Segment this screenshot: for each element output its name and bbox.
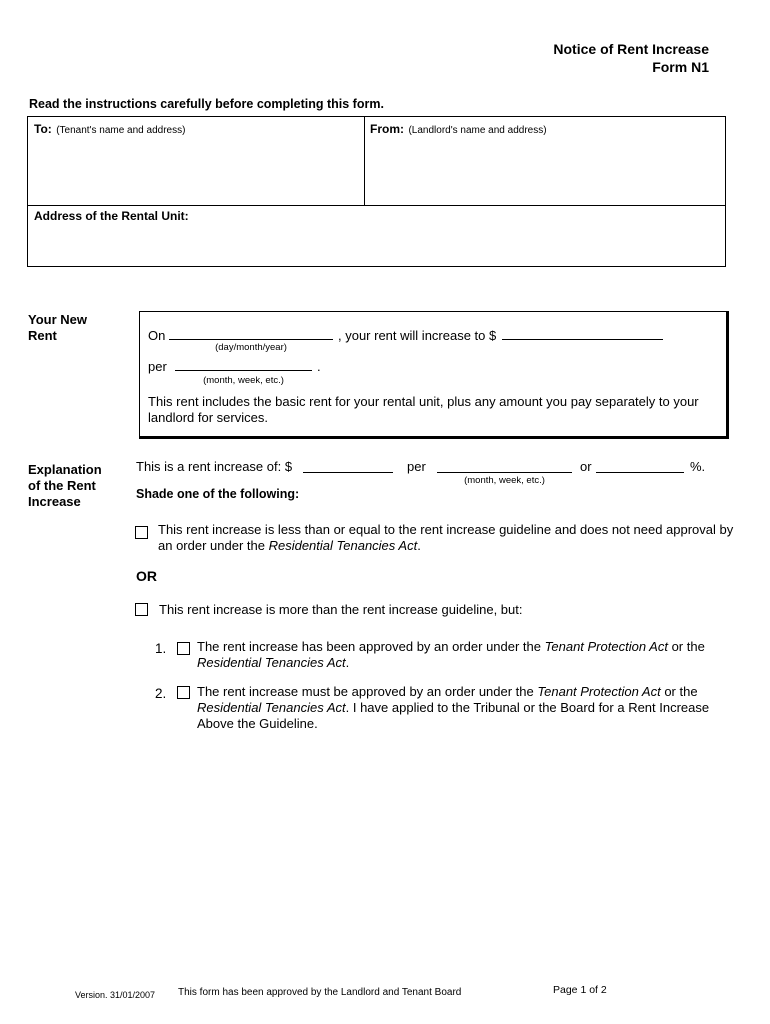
above-guideline-checkbox[interactable] — [135, 603, 148, 616]
from-label: From: — [370, 122, 404, 136]
form-number: Form N1 — [652, 59, 709, 75]
instructions-text: Read the instructions carefully before completing this form. — [29, 97, 384, 111]
version-label: Version. 31/01/2007 — [75, 990, 156, 1000]
or-divider: OR — [136, 568, 157, 584]
from-hint: (Landlord's name and address) — [408, 125, 547, 136]
landlord-field[interactable] — [370, 120, 720, 203]
option-above-guideline-text: This rent increase is more than the rent increase guideline, but: — [159, 602, 523, 617]
option-guideline-text: This rent increase is less than or equal to the rent increase guideline and does not need approval by an order under the Residential Tenancies Act. — [158, 522, 734, 553]
rent-period-input[interactable] — [175, 370, 312, 371]
increase-text: , your rent will increase to $ — [338, 328, 497, 343]
increase-period-input[interactable] — [437, 472, 572, 473]
sub-option-1-text: The rent increase has been approved by an order under the Tenant Protection Act or the Residential Tenancies Act. — [197, 639, 705, 670]
increase-per-label: per — [407, 459, 426, 474]
to-hint: (Tenant's name and address) — [56, 125, 186, 136]
percent-label: %. — [690, 459, 706, 474]
rental-unit-label: Address of the Rental Unit: — [34, 209, 189, 223]
increase-period-hint: (month, week, etc.) — [464, 475, 545, 486]
period-hint: (month, week, etc.) — [203, 375, 284, 386]
shade-label: Shade one of the following: — [136, 487, 300, 501]
parties-divider — [364, 117, 365, 205]
page-number: Page 1 of 2 — [553, 984, 607, 996]
per-label: per — [148, 359, 167, 374]
rental-unit-divider — [28, 205, 725, 206]
or-label: or — [580, 459, 592, 474]
rent-includes-note: This rent includes the basic rent for your rental unit, plus any amount you pay separately to your landlord for services. — [148, 394, 699, 425]
new-rent-amount-input[interactable] — [502, 339, 663, 340]
applied-order-checkbox[interactable] — [177, 686, 190, 699]
period-end: . — [317, 359, 321, 374]
approved-order-checkbox[interactable] — [177, 642, 190, 655]
sub-option-1-number: 1. — [155, 641, 167, 656]
date-hint: (day/month/year) — [215, 342, 287, 353]
effective-date-input[interactable] — [169, 339, 333, 340]
form-title: Notice of Rent Increase — [553, 41, 709, 57]
tenant-field[interactable] — [34, 120, 362, 203]
new-rent-section-title: Your New Rent — [28, 312, 87, 343]
to-label: To: — [34, 122, 52, 136]
increase-amount-input[interactable] — [303, 472, 393, 473]
on-label: On — [148, 328, 166, 343]
sub-option-2-number: 2. — [155, 686, 167, 701]
sub-option-2-text: The rent increase must be approved by an order under the Tenant Protection Act or the Residential Tenancies Act. I have applied to the Tribunal or the Board for a Rent Increase Above the Guideline. — [197, 684, 710, 731]
increase-of-label: This is a rent increase of: $ — [136, 459, 293, 474]
increase-percent-input[interactable] — [596, 472, 684, 473]
explanation-section-title: Explanation of the Rent Increase — [28, 462, 102, 509]
approval-note: This form has been approved by the Landlord and Tenant Board — [178, 987, 462, 998]
rental-unit-field[interactable] — [34, 207, 720, 262]
guideline-checkbox[interactable] — [135, 526, 148, 539]
